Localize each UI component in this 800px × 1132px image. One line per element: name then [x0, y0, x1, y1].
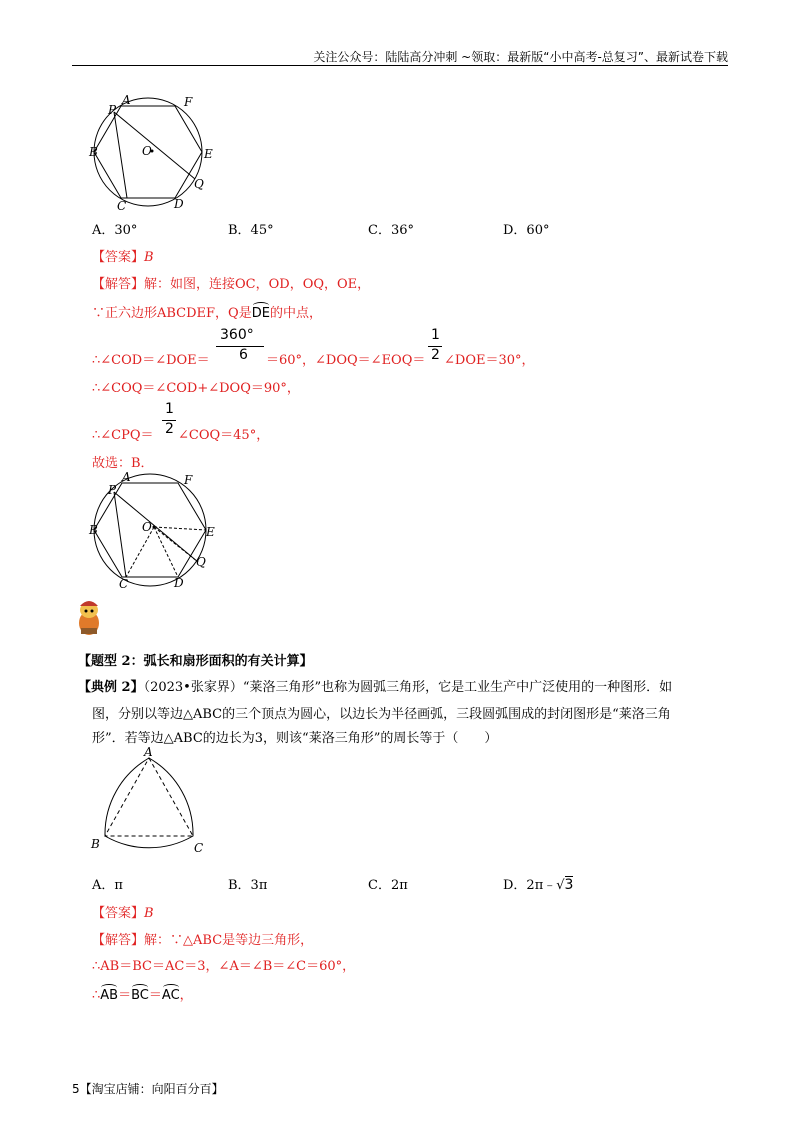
reuleaux-triangle-figure: [86, 746, 216, 861]
fig1-label-p: P: [108, 103, 117, 117]
eq-1: ＝: [118, 988, 132, 1003]
fig2-label-o: O: [142, 520, 152, 534]
fig1-label-f: F: [184, 95, 193, 109]
arc-ac: AC: [161, 988, 180, 1003]
jieda-label-2: 【解答】: [92, 933, 145, 948]
answer-value: B: [144, 250, 154, 265]
sol1-text-5a: ∴∠CPQ＝: [92, 428, 154, 443]
fig1-label-q: Q: [194, 177, 204, 191]
frac-360-den: 6: [239, 347, 248, 363]
sol1-text-2b: 的中点，: [269, 306, 322, 321]
example-label: 【典例 2】: [78, 680, 144, 695]
fig2-label-d: D: [174, 576, 184, 590]
sol2-answer-line: [92, 902, 154, 921]
sol2-text-3b: ，: [179, 988, 193, 1003]
frac-half-den-2: 2: [165, 421, 174, 437]
sol1-text-3a: ∴∠COD＝∠DOE＝: [92, 353, 210, 368]
frac-half-num-1: 1: [431, 327, 440, 343]
eq-2: ＝: [148, 988, 162, 1003]
sol1-text-2a: ∵正六边形ABCDEF，Q是: [92, 306, 252, 321]
frac-half-den-1: 2: [431, 347, 440, 363]
fig2-label-q: Q: [196, 555, 206, 569]
sol1-line-6: 故选：B．: [92, 456, 154, 471]
cartoon-mascot-icon: [74, 598, 104, 638]
hexagon-circle-figure-2: [86, 470, 226, 595]
q2-option-b: B．3π: [228, 878, 268, 893]
fig1-label-d: D: [174, 197, 184, 211]
q2-option-a: A．π: [92, 878, 123, 893]
q1-option-d: D．60°: [503, 223, 550, 238]
sqrt-icon: √: [556, 878, 565, 893]
fig1-label-o: O: [142, 144, 152, 158]
fig1-label-b: B: [89, 145, 98, 159]
sol2-line-1: [92, 929, 313, 948]
q2-option-d-text: D．2π﹣: [503, 878, 557, 893]
frac-360-num: 360°: [220, 327, 254, 343]
fig1-label-e: E: [204, 147, 213, 161]
example-2-line-3: 形”．若等边△ABC的边长为3，则该“莱洛三角形”的周长等于（ ）: [92, 731, 498, 746]
q2-option-d: [503, 874, 573, 893]
sol1-line-1: [92, 273, 370, 292]
hexagon-circle-figure-1: [86, 92, 226, 212]
page-footer: 5【淘宝店铺：向阳百分百】: [72, 1082, 224, 1096]
example-text-1: （2023•张家界）“莱洛三角形”也称为圆弧三角形，它是工业生产中广泛使用的一种图形．如: [143, 680, 673, 695]
fig3-label-b: B: [91, 837, 100, 851]
sol1-text-3b: ＝60°，∠DOQ＝∠EOQ＝: [266, 353, 426, 368]
sol2-text-1: 解：∵△ABC是等边三角形，: [144, 933, 314, 948]
sol1-line-4: ∴∠COQ＝∠COD+∠DOQ＝90°，: [92, 381, 300, 396]
frac-half-num-2: 1: [165, 401, 174, 417]
sol1-line-3: [92, 349, 210, 368]
arc-bc: BC: [131, 988, 149, 1003]
example-2-line-2: 图，分别以等边△ABC的三个顶点为圆心，以边长为半径画弧，三段圆弧围成的封闭图形是“莱洛三角: [92, 707, 671, 722]
fig2-label-f: F: [184, 473, 193, 487]
page-header: 关注公众号：陆陆高分冲刺 ~领取：最新版“小中高考-总复习”、最新试卷下载: [313, 50, 728, 64]
answer-label: 【答案】: [92, 250, 145, 265]
header-rule: [72, 65, 728, 66]
arc-ab: AB: [100, 988, 119, 1003]
sol1-text-5b: ∠COQ＝45°，: [178, 428, 270, 443]
fig1-label-c: C: [117, 199, 127, 212]
sol1-text-1: 解：如图，连接OC，OD，OQ，OE，: [144, 277, 371, 292]
q2-option-c: C．2π: [368, 878, 408, 893]
sol2-line-2: ∴AB＝BC＝AC＝3，∠A＝∠B＝∠C＝60°，: [92, 959, 356, 974]
answer-label-2: 【答案】: [92, 906, 145, 921]
sol1-line-2: [92, 302, 322, 321]
sqrt-radicand: 3: [564, 877, 574, 893]
fig2-label-e: E: [206, 525, 215, 539]
fig2-label-p: P: [108, 483, 117, 497]
sol1-text-3c: ∠DOE＝30°，: [444, 353, 535, 368]
q1-option-a: A．30°: [92, 223, 138, 238]
fig2-label-b: B: [89, 523, 98, 537]
q1-option-b: B．45°: [228, 223, 274, 238]
fig2-label-c: C: [119, 577, 129, 591]
sol2-text-3a: ∴: [92, 988, 101, 1003]
section-title-type-2: 【题型 2：弧长和扇形面积的有关计算】: [78, 654, 313, 669]
sol1-answer-line: [92, 246, 154, 265]
q1-option-c: C．36°: [368, 223, 414, 238]
fig1-label-a: A: [122, 93, 131, 107]
example-2-line-1: [78, 676, 672, 695]
jieda-label: 【解答】: [92, 277, 145, 292]
fig3-label-c: C: [194, 841, 204, 855]
answer-value-2: B: [144, 906, 154, 921]
sol2-line-3: [92, 984, 193, 1003]
arc-de: DE: [251, 306, 270, 321]
fig2-label-a: A: [122, 470, 131, 484]
fig3-label-a: A: [144, 746, 153, 759]
